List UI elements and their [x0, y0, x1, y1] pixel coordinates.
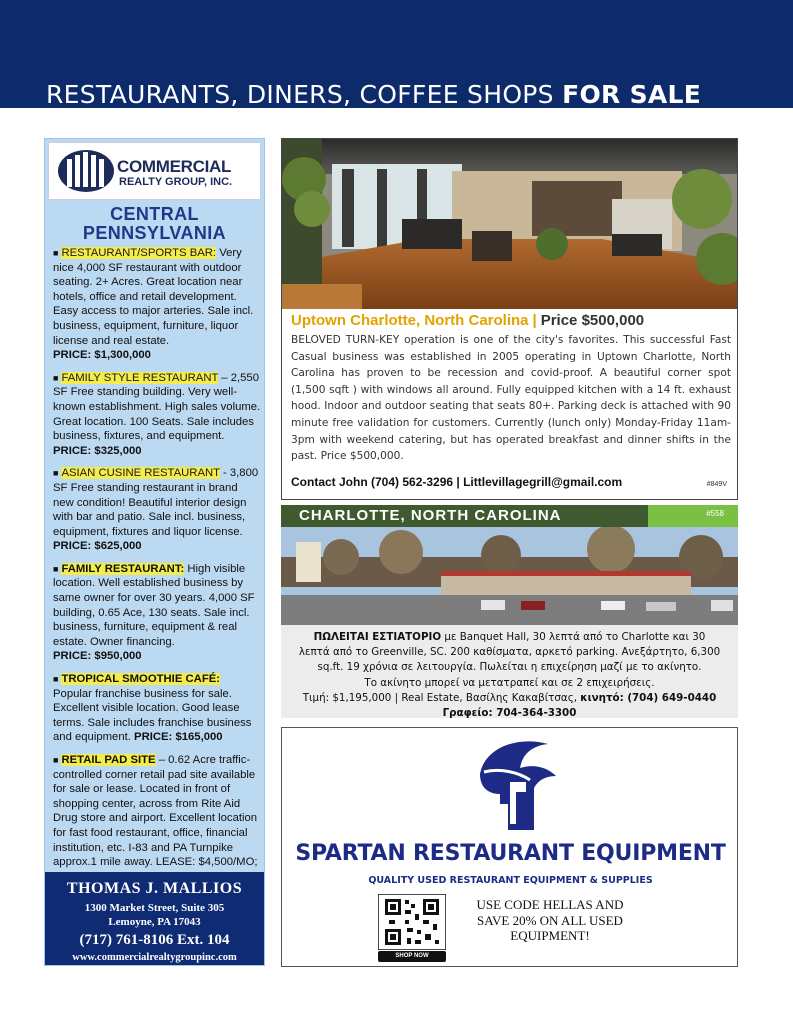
spartan-title: SPARTAN RESTAURANT EQUIPMENT [295, 841, 726, 866]
listing-title: RETAIL PAD SITE [61, 754, 156, 766]
square-bullet-icon: ■ [53, 563, 59, 574]
listing-list [53, 246, 261, 892]
listing-price: PRICE: $165,000 [134, 731, 223, 744]
page-title [46, 80, 701, 109]
charlotte-ad-id: #558 [648, 505, 738, 527]
listing-item [53, 371, 261, 459]
building-logo-icon [57, 149, 115, 193]
square-bullet-icon: ■ [53, 372, 59, 383]
spartan-helmet-logo-icon [460, 734, 570, 836]
agent-phone[interactable]: (717) 761-8106 Ext. 104 [79, 932, 230, 948]
listing-title: TROPICAL SMOOTHIE CAFÉ: [61, 673, 221, 686]
spartan-promo-code [450, 897, 650, 944]
restaurant-interior-photo [282, 139, 737, 309]
promo-line3: EQUIPMENT! [510, 928, 590, 943]
listing-title: FAMILY STYLE RESTAURANT [61, 371, 219, 384]
listing-text: High visible location. Well established business by same owner for over 30 years. 4,000 SF building, 0.65 Ace, 130 seats. Sale incl. business, furniture, equipment & real estate. Owner financing. [53, 562, 255, 648]
charlotte-office-phone[interactable]: Γραφείο: 704-364-3300 [442, 707, 577, 720]
listing-text: - 3,800 SF Free standing restaurant in brand new condition! Beautiful interior design with bar and patio. Sale incl. business, equipment, fixtures and liquor license. [53, 467, 259, 538]
uptown-price: Price $500,000 [540, 312, 645, 329]
spartan-subtitle: QUALITY USED RESTAURANT EQUIPMENT & SUPPLIES [368, 875, 653, 886]
charlotte-line4: Το ακίνητο μπορεί να μετατραπεί και σε 2 επιχειρήσεις. [364, 676, 655, 689]
title-bold: FOR SALE [562, 80, 702, 109]
heading-separator: | [532, 312, 537, 329]
region-title [45, 205, 264, 243]
qr-code-icon[interactable] [378, 894, 446, 950]
listing-item [53, 246, 261, 363]
square-bullet-icon: ■ [53, 755, 59, 765]
charlotte-line3: sq.ft. 19 χρόνια σε λειτουργία. Πωλείται η επιχείρηση μαζί με το ακίνητο. [317, 661, 702, 674]
logo-wordmark-line1: COMMERCIAL [117, 157, 232, 176]
charlotte-restaurant-ad [281, 505, 738, 718]
charlotte-line2: λεπτά από το Greenville, SC. 200 καθίσματα, αρκετό parking. Ανεξάρτητο, 6,300 [298, 646, 721, 659]
listing-price: PRICE: $625,000 [53, 540, 142, 553]
uptown-location: Uptown Charlotte, North Carolina [291, 312, 529, 329]
listing-text: Popular franchise business for sale. Excellent visible location. Good lease terms. Sale includes franchise business and equipment. [53, 687, 252, 744]
listing-item [53, 753, 261, 884]
listing-title: ASIAN CUSINE RESTAURANT [61, 467, 220, 480]
region-line2: PENNSYLVANIA [82, 223, 227, 243]
agent-address [45, 901, 264, 929]
charlotte-line5 [281, 691, 738, 706]
charlotte-description [281, 630, 738, 721]
charlotte-banner: CHARLOTTE, NORTH CAROLINA [281, 505, 648, 527]
listing-item [53, 466, 261, 554]
charlotte-line1-text: με Banquet Hall, 30 λεπτά από το Charlotte και 30 [441, 631, 706, 643]
listing-price: PRICE: $325,000 [53, 444, 142, 457]
charlotte-line1-bold: ΠΩΛΕΙΤΑΙ ΕΣΤΙΑΤΟΡΙΟ [313, 631, 442, 643]
listing-price: PRICE: $950,000 [53, 650, 142, 663]
restaurant-exterior-photo [281, 527, 738, 625]
promo-line1: USE CODE HELLAS AND [476, 897, 624, 912]
uptown-contact[interactable]: Contact John (704) 562-3296 | Littlevillagegrill@gmail.com [291, 475, 623, 489]
charlotte-mobile-phone[interactable]: κινητό: (704) 649-0440 [580, 691, 717, 704]
charlotte-line1 [281, 630, 738, 645]
company-logo [48, 142, 261, 200]
listing-text: Very nice 4,000 SF restaurant with outdoor seating. 2+ Acres. Great location near hotels, office and retail development. Easy access to major arteries. Sale incl. business, equipment, furniture, liquor license and real estate. [53, 247, 254, 347]
listing-item [53, 562, 261, 664]
title-regular: RESTAURANTS, DINERS, COFFEE SHOPS [46, 80, 563, 109]
agent-address-line1: 1300 Market Street, Suite 305 [84, 902, 225, 914]
shop-now-button[interactable]: SHOP NOW [378, 951, 446, 962]
uptown-description: BELOVED TURN-KEY operation is one of the city's favorites. This successful Fast Casual business was established in 2005 operating in Uptown Charlotte, North Carolina has proven to be recession and covid-proof. A beautiful corner spot (1,500 sqft ) with windows all around. Fully equipped kitchen with a 14 ft. exhaust hood. Indoor and outdoor seating that seats 80+. Parking deck is attached with 90 minute free validation for customers. Currently (lunch only) Monday-Friday 11am-3pm with weekend catering, but has operated breakfast and dinner shifts in the past. Price $500,000. [291, 334, 731, 463]
listing-title: RESTAURANT/SPORTS BAR: [61, 247, 217, 259]
charlotte-line5-text: Τιμή: $1,195,000 | Real Estate, Βασίλης Κακαβίτσας, [302, 691, 581, 704]
charlotte-line6 [281, 706, 738, 721]
listing-item [53, 672, 261, 745]
promo-line2: SAVE 20% ON ALL USED [477, 912, 623, 928]
agent-website-link[interactable]: www.commercialrealtygroupinc.com [72, 952, 237, 963]
region-line1: CENTRAL [110, 204, 199, 224]
listing-text: – 0.62 Acre traffic-controlled corner retail pad site available for sale or lease. Located in front of shopping center, across from Rite Aid Drug store and airport. Excellent location for fast food restaurant, office, financial institution, etc. I-83 and PA Turnpike approx.1 mile away. LEASE: $4,500/MO; [53, 754, 258, 869]
agent-address-line2: Lemoyne, PA 17043 [108, 916, 201, 928]
listing-price: PRICE: $1,300,000 [53, 349, 151, 362]
uptown-charlotte-ad [281, 138, 738, 500]
uptown-ad-id: #849V [706, 481, 727, 488]
uptown-heading [291, 312, 644, 329]
square-bullet-icon: ■ [53, 674, 59, 685]
commercial-realty-ad [44, 138, 265, 966]
square-bullet-icon: ■ [53, 468, 59, 479]
page-header [0, 0, 793, 108]
listing-text: – 2,550 SF Free standing building. Very well-known establishment. High sales volume. Great location. 100 Seats. Sale includes business, fixtures, and equipment. [53, 371, 261, 443]
listing-title: FAMILY RESTAURANT: [61, 562, 185, 575]
spartan-equipment-ad [281, 727, 738, 967]
agent-contact-box [45, 872, 264, 965]
agent-name: THOMAS J. MALLIOS [66, 880, 243, 897]
logo-wordmark-line2: REALTY GROUP, INC. [119, 176, 233, 188]
square-bullet-icon: ■ [53, 248, 59, 258]
